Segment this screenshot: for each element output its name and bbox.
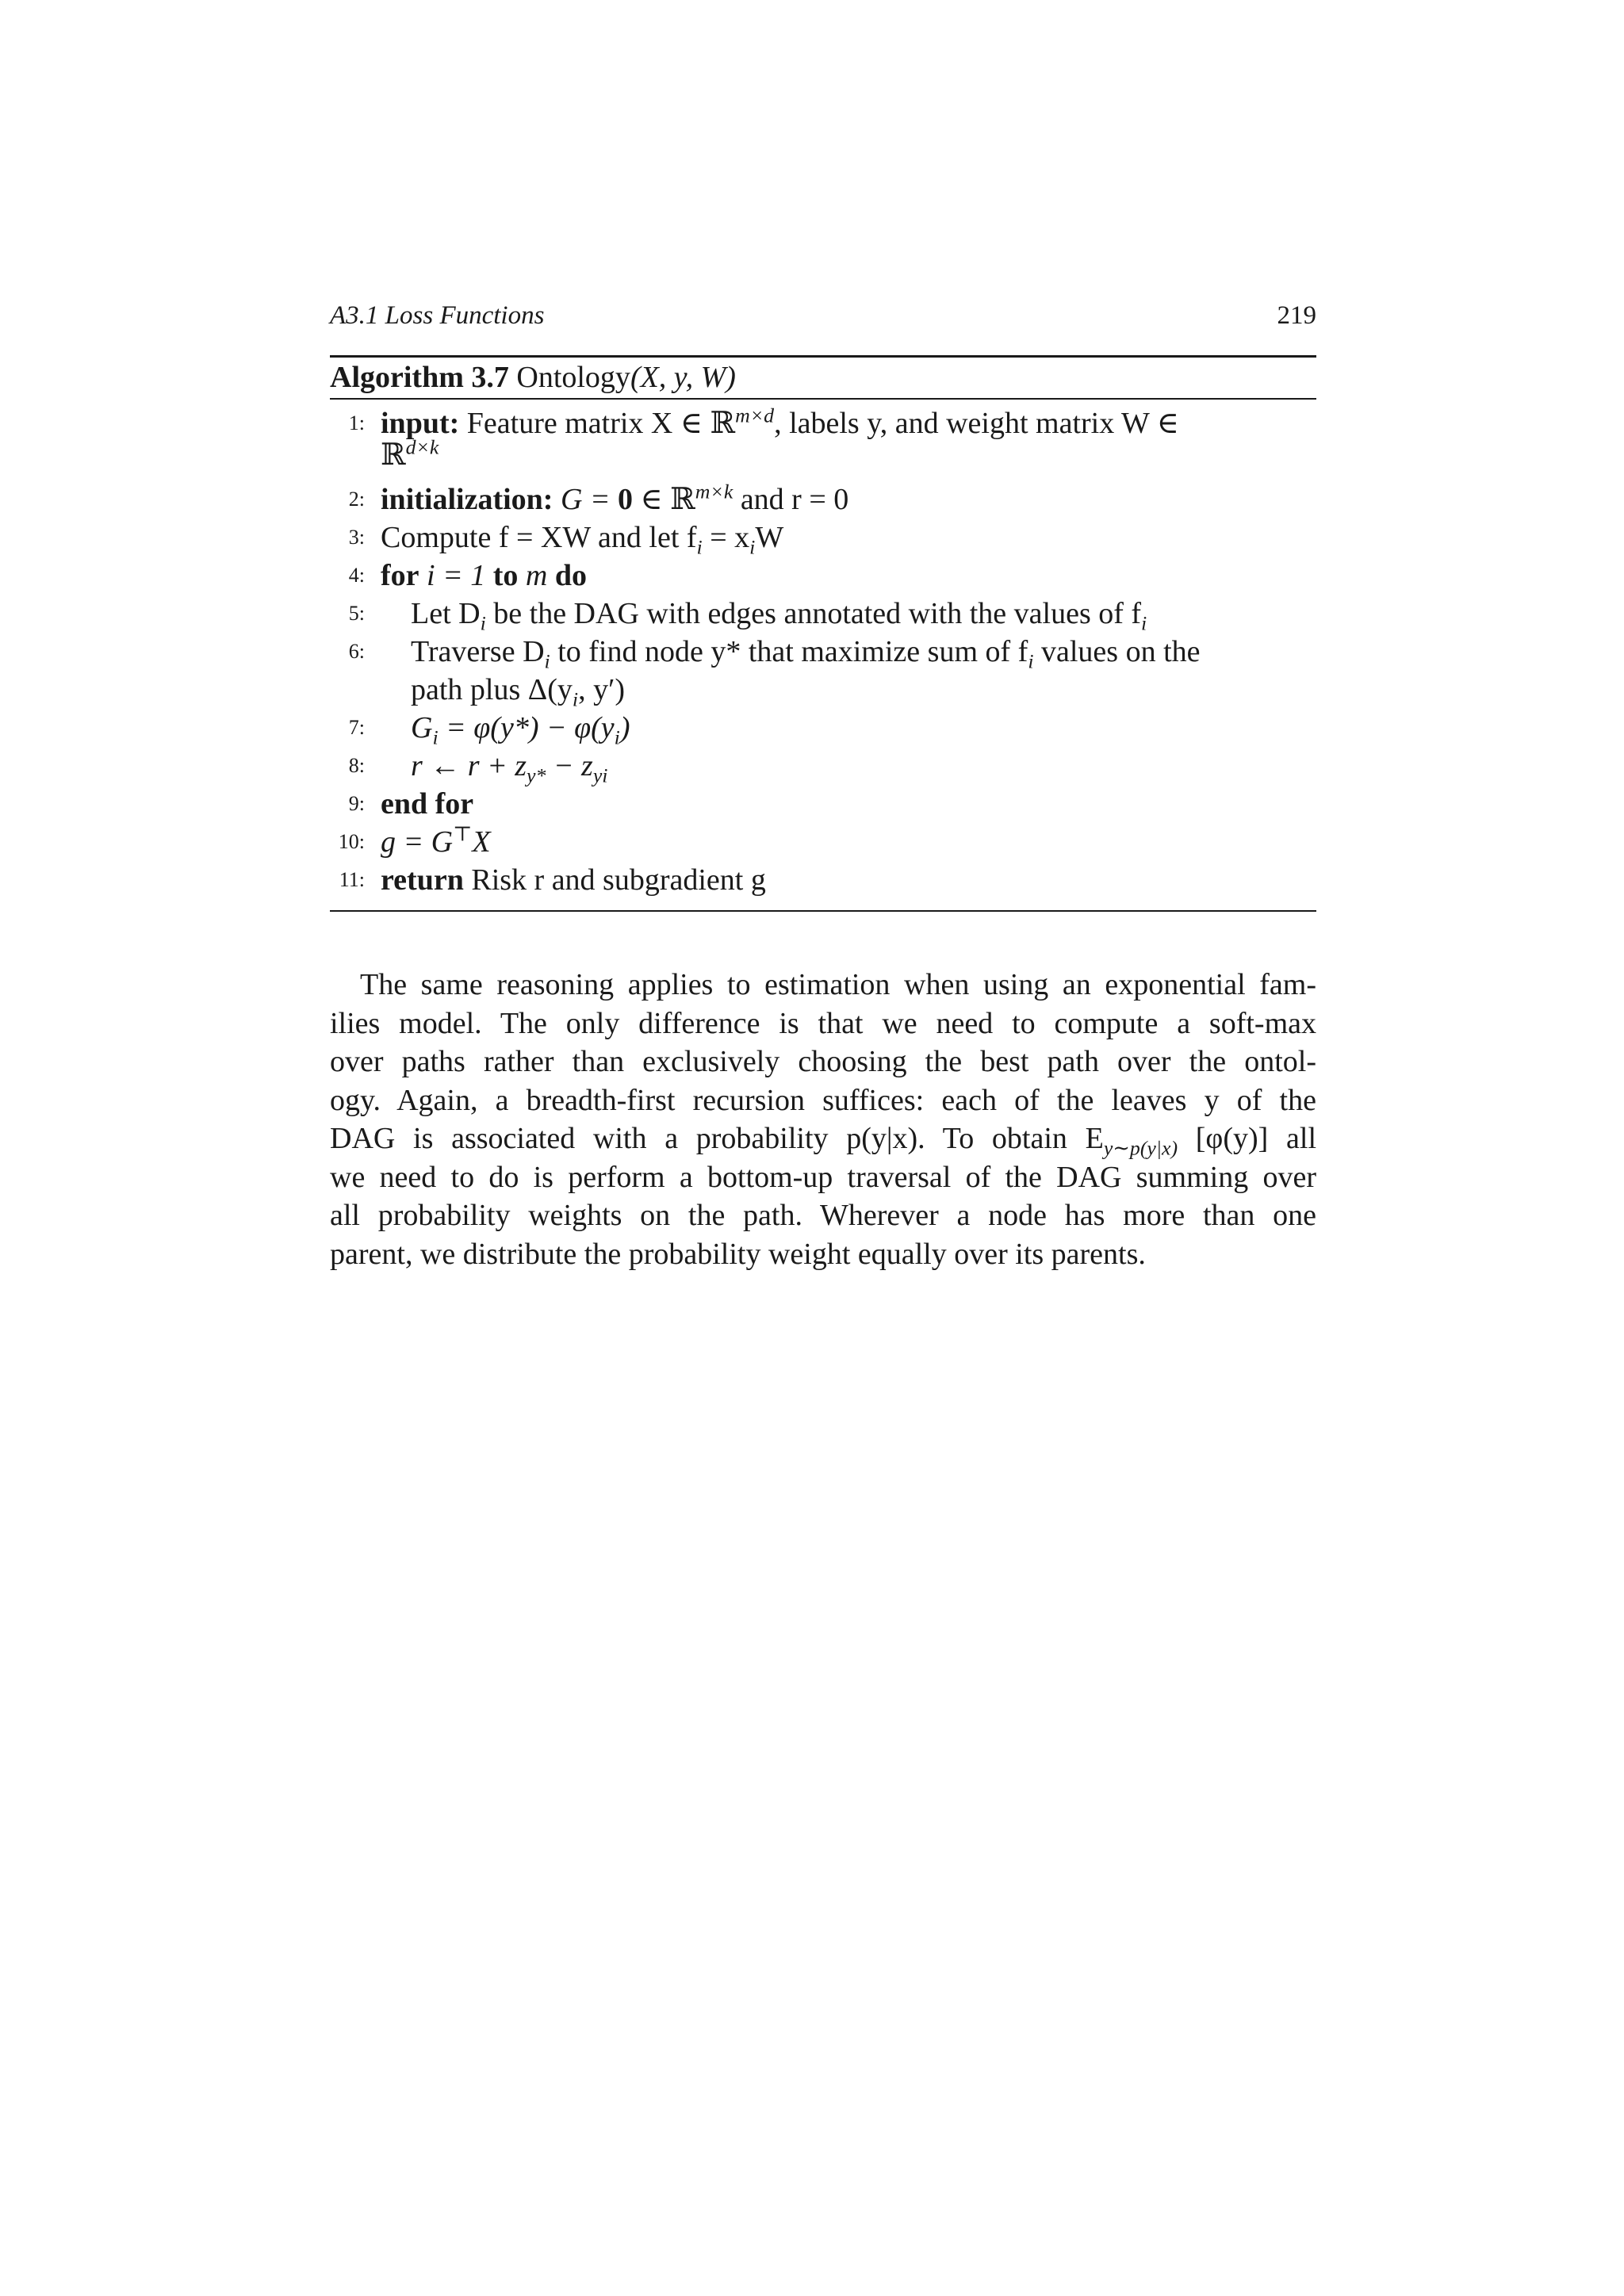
code-text: values on the bbox=[1033, 635, 1201, 668]
algorithm-title bbox=[330, 358, 736, 396]
code-text: ) bbox=[619, 711, 630, 744]
body-paragraph bbox=[330, 966, 1316, 1273]
line-code bbox=[381, 404, 1179, 442]
line-code bbox=[411, 747, 607, 785]
line-code bbox=[411, 671, 625, 709]
code-text: = x bbox=[702, 521, 750, 554]
code-text: , y′) bbox=[578, 673, 626, 706]
paragraph-line: The same reasoning applies to estimation when using an exponential fam- bbox=[360, 968, 1316, 1001]
code-text: be the DAG with edges annotated with the values of f bbox=[485, 597, 1142, 630]
page-number: 219 bbox=[1277, 301, 1316, 330]
subscript: yi bbox=[592, 763, 608, 787]
zero-matrix: 0 bbox=[618, 483, 634, 516]
subscript: i bbox=[614, 725, 620, 749]
paragraph-line: parent, we distribute the probability weight equally over its parents. bbox=[330, 1237, 1146, 1271]
code-text: Risk r and subgradient g bbox=[463, 863, 766, 897]
keyword-for: for bbox=[381, 559, 419, 592]
line-code bbox=[381, 785, 473, 823]
code-text: and r = 0 bbox=[733, 483, 849, 516]
line-code bbox=[411, 709, 630, 747]
code-text: to find node y* that maximize sum of f bbox=[550, 635, 1028, 668]
code-text: − z bbox=[546, 749, 593, 783]
code-text: W bbox=[755, 521, 784, 554]
code-text: Traverse D bbox=[411, 635, 545, 668]
line-code bbox=[381, 823, 491, 861]
running-head bbox=[330, 301, 1316, 341]
paragraph-line: over paths rather than exclusively choosing the best path over the ontol- bbox=[330, 1045, 1316, 1078]
paragraph-line: ilies model. The only difference is that we need to compute a soft-max bbox=[330, 1006, 1316, 1040]
expectation-subscript: y∼p(y|x) bbox=[1103, 1136, 1178, 1160]
algorithm-top-rule bbox=[330, 355, 1316, 358]
code-text: g = G bbox=[381, 825, 454, 859]
section-title: A3.1 Loss Functions bbox=[330, 301, 545, 330]
line-number: 9: bbox=[348, 792, 365, 815]
keyword-return: return bbox=[381, 863, 464, 897]
code-text: i = 1 bbox=[419, 559, 493, 592]
line-number: 2: bbox=[348, 488, 365, 511]
line-code bbox=[411, 595, 1147, 633]
line-number: 7: bbox=[348, 716, 365, 739]
line-code bbox=[381, 436, 439, 474]
line-code bbox=[381, 519, 783, 557]
keyword-input: input: bbox=[381, 407, 460, 440]
line-number: 10: bbox=[338, 830, 365, 853]
code-text: r ← r + z bbox=[411, 749, 527, 783]
algorithm-args: (X, y, W) bbox=[630, 361, 736, 394]
subscript: i bbox=[544, 649, 550, 673]
code-text: , labels y, and weight matrix W ∈ bbox=[774, 407, 1179, 440]
code-text: ℝ bbox=[381, 438, 406, 472]
subscript: i bbox=[1028, 649, 1034, 673]
algorithm-bottom-rule bbox=[330, 910, 1316, 912]
code-text: Feature matrix X ∈ ℝ bbox=[466, 407, 736, 440]
line-code bbox=[411, 633, 1201, 671]
subscript: i bbox=[696, 535, 703, 559]
line-number: 3: bbox=[348, 526, 365, 549]
line-number: 11: bbox=[339, 868, 365, 891]
subscript: i bbox=[572, 687, 579, 711]
keyword-do: do bbox=[554, 559, 587, 592]
algorithm-name: Ontology bbox=[516, 361, 630, 394]
subscript: i bbox=[480, 611, 486, 635]
keyword-to: to bbox=[492, 559, 519, 592]
paragraph-text: [φ(y)] all bbox=[1178, 1122, 1316, 1155]
line-code bbox=[381, 861, 766, 899]
algorithm-label: Algorithm 3.7 bbox=[330, 361, 509, 394]
line-number: 5: bbox=[348, 602, 365, 625]
superscript: ⊤ bbox=[453, 822, 473, 846]
code-text: path plus Δ(y bbox=[411, 673, 573, 706]
line-code bbox=[381, 557, 587, 595]
code-text: ∈ ℝ bbox=[633, 483, 695, 516]
subscript: i bbox=[749, 535, 756, 559]
subscript: i bbox=[432, 725, 439, 749]
code-text: Let D bbox=[411, 597, 481, 630]
line-number: 6: bbox=[348, 640, 365, 663]
line-number: 1: bbox=[348, 411, 365, 434]
keyword-initialization: initialization: bbox=[381, 483, 553, 516]
keyword-end-for: end for bbox=[381, 787, 474, 821]
code-text: X bbox=[472, 825, 491, 859]
code-text: G = bbox=[560, 483, 619, 516]
line-code bbox=[381, 480, 848, 519]
code-text: m bbox=[518, 559, 555, 592]
paragraph-text: DAG is associated with a probability p(y|x). To obtain E bbox=[330, 1122, 1104, 1155]
code-text: G bbox=[411, 711, 433, 744]
paragraph-line bbox=[330, 1119, 1316, 1158]
paragraph-line: we need to do is perform a bottom-up traversal of the DAG summing over bbox=[330, 1160, 1316, 1194]
superscript: m×d bbox=[735, 404, 775, 427]
algorithm-mid-rule bbox=[330, 398, 1316, 400]
subscript: y* bbox=[527, 763, 546, 787]
code-text: Compute f = XW and let f bbox=[381, 521, 697, 554]
paragraph-line: all probability weights on the path. Wherever a node has more than one bbox=[330, 1199, 1316, 1232]
superscript: d×k bbox=[405, 435, 439, 459]
line-number: 4: bbox=[348, 564, 365, 587]
subscript: i bbox=[1141, 611, 1147, 635]
line-number: 8: bbox=[348, 754, 365, 777]
code-text: = φ(y*) − φ(y bbox=[438, 711, 615, 744]
superscript: m×k bbox=[695, 480, 733, 503]
paragraph-line: ogy. Again, a breadth-first recursion suffices: each of the leaves y of the bbox=[330, 1083, 1316, 1117]
